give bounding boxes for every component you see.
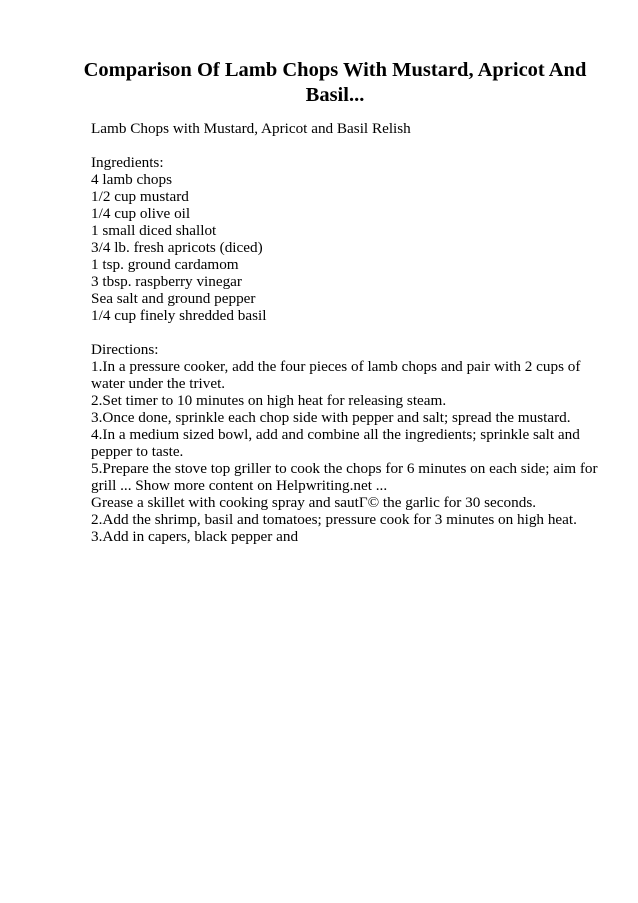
ingredient-item: 3/4 lb. fresh apricots (diced) [91, 239, 263, 256]
ingredient-item: 1/4 cup olive oil [91, 205, 191, 222]
title-line-2: Basil... [305, 84, 365, 106]
title-line-1: Comparison Of Lamb Chops With Mustard, Apricot And [83, 59, 587, 81]
direction-line: 3.Once done, sprinkle each chop side with pepper and salt; spread the mustard. [91, 409, 571, 426]
direction-line: pepper to taste. [91, 443, 184, 460]
direction-line: grill ... Show more content on Helpwriting.net ... [91, 477, 388, 494]
paragraph-gap [91, 324, 611, 341]
direction-line: 2.Set timer to 10 minutes on high heat for releasing steam. [91, 392, 447, 409]
ingredient-item: 4 lamb chops [91, 171, 172, 188]
paragraph-gap [91, 137, 611, 154]
ingredients-list [91, 171, 611, 324]
ingredient-item: 3 tbsp. raspberry vinegar [91, 273, 242, 290]
ingredient-item: 1/2 cup mustard [91, 188, 189, 205]
direction-line: 2.Add the shrimp, basil and tomatoes; pressure cook for 3 minutes on high heat. [91, 511, 577, 528]
ingredients-heading: Ingredients: [91, 154, 164, 171]
direction-line: 1.In a pressure cooker, add the four pieces of lamb chops and pair with 2 cups of [91, 358, 581, 375]
direction-line: 5.Prepare the stove top griller to cook the chops for 6 minutes on each side; aim for [91, 460, 598, 477]
ingredient-item: 1 tsp. ground cardamom [91, 256, 239, 273]
document-body [91, 120, 611, 545]
directions-list [91, 358, 611, 545]
ingredient-item: Sea salt and ground pepper [91, 290, 256, 307]
ingredient-item: 1/4 cup finely shredded basil [91, 307, 267, 324]
recipe-subtitle: Lamb Chops with Mustard, Apricot and Basil Relish [91, 120, 411, 137]
direction-line: Grease a skillet with cooking spray and sautГ© the garlic for 30 seconds. [91, 494, 537, 511]
page-title [70, 58, 600, 108]
direction-line: 3.Add in capers, black pepper and [91, 528, 299, 545]
direction-line: 4.In a medium sized bowl, add and combine all the ingredients; sprinkle salt and [91, 426, 580, 443]
direction-line: water under the trivet. [91, 375, 226, 392]
directions-heading: Directions: [91, 341, 159, 358]
ingredient-item: 1 small diced shallot [91, 222, 217, 239]
